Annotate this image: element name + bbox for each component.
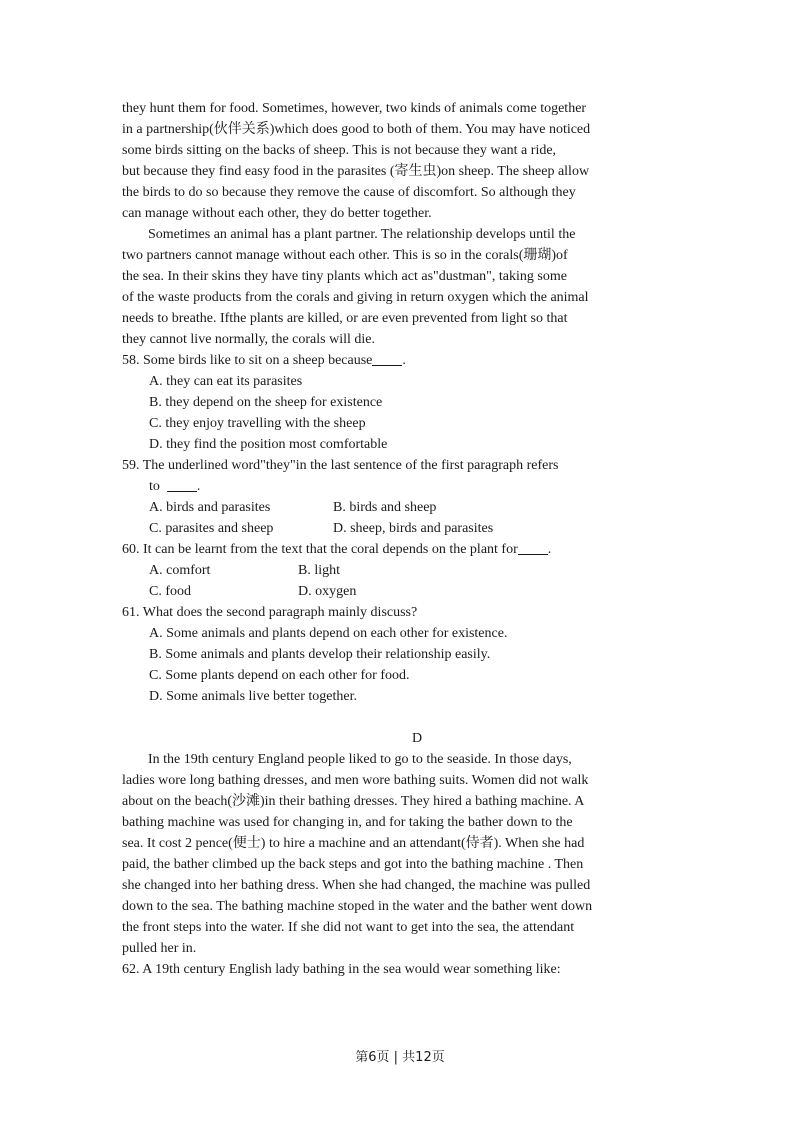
answer-blank: [372, 351, 402, 366]
question-58: [122, 350, 712, 455]
option-row: [122, 518, 712, 539]
option-b: B. they depend on the sheep for existence: [149, 395, 383, 410]
text-line: the front steps into the water. If she did not want to get into the sea, the attendant: [122, 920, 575, 935]
text-line: the sea. In their skins they have tiny plants which act as"dustman", taking some: [122, 269, 567, 284]
option-c: C. Some plants depend on each other for food.: [149, 668, 410, 683]
option-d: D. oxygen: [298, 584, 357, 599]
text-line: In the 19th century England people liked to go to the seaside. In those days,: [148, 752, 572, 767]
text-line: she changed into her bathing dress. When she had changed, the machine was pulled: [122, 878, 591, 893]
text-line: can manage without each other, they do better together.: [122, 206, 432, 221]
option-a: A. comfort: [149, 563, 211, 578]
text-line: Sometimes an animal has a plant partner. The relationship develops until the: [148, 227, 576, 242]
text-line: the birds to do so because they remove the cause of discomfort. So although they: [122, 185, 576, 200]
text-line: two partners cannot manage without each other. This is so in the corals(珊瑚)of: [122, 248, 568, 263]
question-62: [122, 959, 712, 980]
answer-blank: [167, 477, 197, 492]
question-59: [122, 455, 712, 539]
option-row: [122, 560, 712, 581]
text-line: of the waste products from the corals and giving in return oxygen which the animal: [122, 290, 589, 305]
question-60: [122, 539, 712, 602]
section-heading: D: [411, 731, 423, 746]
passage-c-paragraph-1: [122, 98, 712, 224]
text-line: pulled her in.: [122, 941, 197, 956]
text-line: ladies wore long bathing dresses, and men wore bathing suits. Women did not walk: [122, 773, 589, 788]
text-line: they hunt them for food. Sometimes, however, two kinds of animals come together: [122, 101, 587, 116]
option-a: A. they can eat its parasites: [149, 374, 303, 389]
text-line: some birds sitting on the backs of sheep. This is not because they want a ride,: [122, 143, 557, 158]
question-stem: 62. A 19th century English lady bathing in the sea would wear something like:: [122, 962, 561, 977]
option-a: A. birds and parasites: [149, 500, 271, 515]
stem-text: 60. It can be learnt from the text that the coral depends on the plant for: [122, 542, 518, 557]
option-c: C. food: [149, 584, 191, 599]
option-c: C. parasites and sheep: [149, 521, 274, 536]
page-footer: 第6页 | 共12页: [355, 1050, 445, 1065]
question-stem: [122, 350, 712, 371]
stem-end: .: [547, 542, 552, 557]
text-line: they cannot live normally, the corals will die.: [122, 332, 375, 347]
option-row: [122, 581, 712, 602]
section-gap: [122, 707, 712, 728]
stem-text: 58. Some birds like to sit on a sheep because: [122, 353, 373, 368]
question-stem: [122, 539, 712, 560]
option-b: B. light: [298, 563, 341, 578]
passage-d: [122, 728, 712, 959]
option-a: A. Some animals and plants depend on each other for existence.: [149, 626, 508, 641]
page-content: [122, 98, 712, 980]
text-line: in a partnership(伙伴关系)which does good to both of them. You may have noticed: [122, 122, 591, 137]
question-stem-continued: [122, 476, 712, 497]
text-line: sea. It cost 2 pence(便士) to hire a machine and an attendant(侍者). When she had: [122, 836, 585, 851]
option-row: [122, 497, 712, 518]
text-line: but because they find easy food in the parasites (寄生虫)on sheep. The sheep allow: [122, 164, 590, 179]
text-line: paid, the bather climbed up the back steps and got into the bathing machine . Then: [122, 857, 584, 872]
question-stem: 61. What does the second paragraph mainly discuss?: [122, 605, 418, 620]
option-b: B. birds and sheep: [333, 500, 437, 515]
option-d: D. they find the position most comfortable: [149, 437, 388, 452]
stem-end: .: [196, 479, 201, 494]
passage-c-paragraph-2: [122, 224, 712, 350]
option-d: D. sheep, birds and parasites: [333, 521, 494, 536]
question-stem: 59. The underlined word"they"in the last sentence of the first paragraph refers: [122, 458, 559, 473]
stem-text: to: [149, 479, 160, 494]
text-line: about on the beach(沙滩)in their bathing dresses. They hired a bathing machine. A: [122, 794, 585, 809]
option-b: B. Some animals and plants develop their relationship easily.: [149, 647, 491, 662]
option-d: D. Some animals live better together.: [149, 689, 358, 704]
text-line: needs to breathe. Ifthe plants are killed, or are even prevented from light so that: [122, 311, 568, 326]
text-line: down to the sea. The bathing machine stoped in the water and the bather went down: [122, 899, 593, 914]
question-61: [122, 602, 712, 707]
answer-blank: [518, 540, 548, 555]
stem-end: .: [402, 353, 406, 368]
text-line: bathing machine was used for changing in, and for taking the bather down to the: [122, 815, 573, 830]
option-c: C. they enjoy travelling with the sheep: [149, 416, 366, 431]
